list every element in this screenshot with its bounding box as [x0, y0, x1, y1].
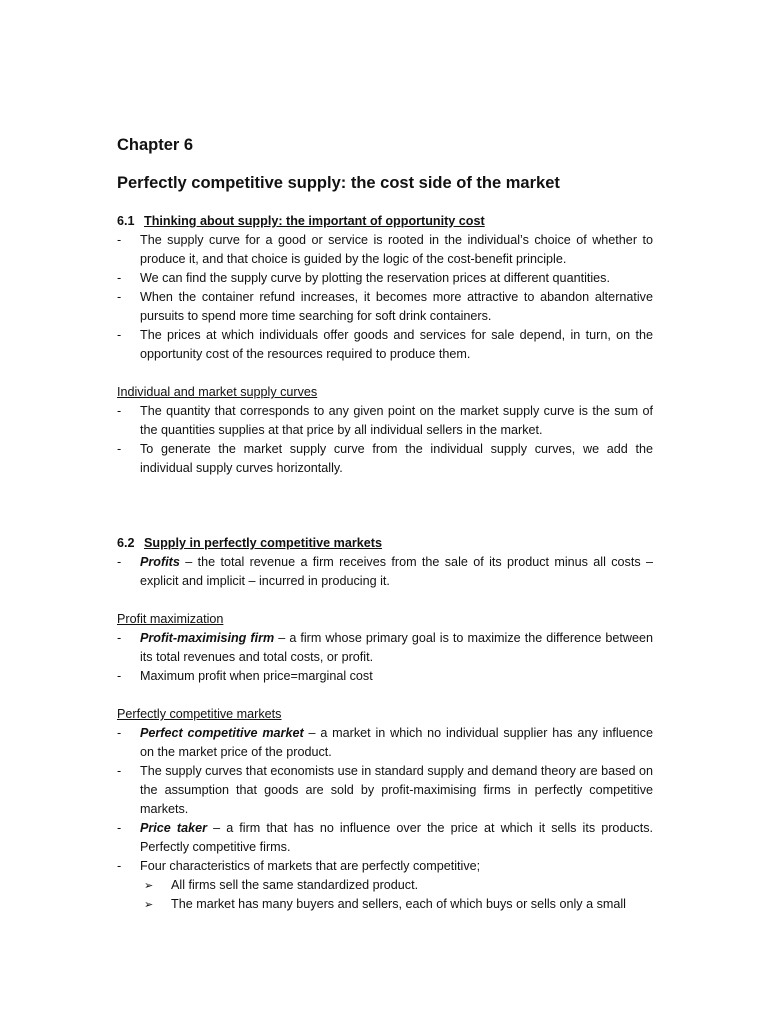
bullet-dash: -	[117, 726, 122, 740]
arrow-bullet-icon: ➢	[144, 898, 154, 911]
page-content	[117, 134, 653, 914]
characteristics-list	[117, 876, 653, 914]
list-item	[140, 895, 653, 914]
list-item	[140, 876, 653, 895]
definition-text: – a firm whose primary goal is to maximize the difference between its total revenues and total costs, or profit.	[140, 631, 654, 664]
list-item-text: The supply curve for a good or service is rooted in the individual’s choice of whether to produce it, and that choice is guided by the logic of the cost-benefit principle.	[140, 233, 653, 266]
list-item	[117, 288, 653, 326]
list-item-text: The quantity that corresponds to any given point on the market supply curve is the sum of the quantities supplies at that price by all individual sellers in the market.	[140, 404, 653, 437]
definition-text: – the total revenue a firm receives from the sale of its product minus all costs – explicit and implicit – incurred in producing it.	[140, 555, 653, 588]
term-price-taker: Price taker	[140, 821, 208, 835]
bullet-dash: -	[117, 442, 122, 456]
subsection-heading-profit-max: Profit maximization	[117, 612, 224, 626]
list-item	[117, 629, 653, 667]
bullet-dash: -	[117, 555, 122, 569]
perfect-markets-list	[117, 724, 653, 876]
list-item	[117, 667, 653, 686]
list-item-text: To generate the market supply curve from the individual supply curves, we add the individual supply curves horizontally.	[140, 442, 653, 475]
profit-max-list	[117, 629, 653, 686]
section-title: Thinking about supply: the important of opportunity cost	[144, 214, 485, 228]
arrow-bullet-icon: ➢	[144, 879, 154, 892]
bullet-dash: -	[117, 631, 122, 645]
list-item-text: The supply curves that economists use in standard supply and demand theory are based on the assumption that goods are sold by profit-maximising firms in perfectly competitive markets.	[140, 764, 653, 816]
section-6-1-heading	[117, 212, 653, 231]
section-number: 6.2	[117, 536, 135, 550]
list-item-text: The prices at which individuals offer goods and services for sale depend, in turn, on the opportunity cost of the resources required to produce them.	[140, 328, 653, 361]
section-6-2-list	[117, 553, 653, 591]
bullet-dash: -	[117, 290, 122, 304]
list-item-text: Four characteristics of markets that are perfectly competitive;	[140, 859, 481, 873]
term-profits: Profits	[140, 555, 180, 569]
list-item-text: All firms sell the same standardized product.	[171, 878, 419, 892]
bullet-dash: -	[117, 233, 122, 247]
list-item	[117, 326, 653, 364]
term-profit-maximising-firm: Profit-maximising firm	[140, 631, 275, 645]
subsection-heading-perfect-markets: Perfectly competitive markets	[117, 707, 282, 721]
bullet-dash: -	[117, 859, 122, 873]
list-item	[117, 269, 653, 288]
definition-text: – a market in which no individual supplier has any influence on the market price of the product.	[140, 726, 653, 759]
bullet-dash: -	[117, 404, 122, 418]
section-6-1-list	[117, 231, 653, 364]
list-item	[117, 553, 653, 591]
list-item	[117, 762, 653, 819]
section-number: 6.1	[117, 214, 135, 228]
spacer	[117, 478, 653, 516]
supply-curves-list	[117, 402, 653, 478]
list-item-text: Maximum profit when price=marginal cost	[140, 669, 373, 683]
bullet-dash: -	[117, 764, 122, 778]
list-item	[117, 857, 653, 876]
subsection-heading-supply-curves: Individual and market supply curves	[117, 385, 318, 399]
chapter-heading: Chapter 6	[117, 136, 194, 154]
term-perfect-competitive-market: Perfect competitive market	[140, 726, 304, 740]
bullet-dash: -	[117, 328, 122, 342]
list-item	[117, 440, 653, 478]
chapter-title: Perfectly competitive supply: the cost side of the market	[117, 174, 560, 192]
list-item	[117, 724, 653, 762]
list-item-text: We can find the supply curve by plotting the reservation prices at different quantities.	[140, 271, 610, 285]
list-item	[117, 231, 653, 269]
list-item	[117, 402, 653, 440]
section-title: Supply in perfectly competitive markets	[144, 536, 382, 550]
bullet-dash: -	[117, 821, 122, 835]
definition-text: – a firm that has no influence over the price at which it sells its products. Perfectly competitive firms.	[140, 821, 654, 854]
list-item-text: When the container refund increases, it becomes more attractive to abandon alternative pursuits to spend more time searching for soft drink containers.	[140, 290, 653, 323]
list-item	[117, 819, 653, 857]
bullet-dash: -	[117, 669, 122, 683]
list-item-text: The market has many buyers and sellers, each of which buys or sells only a small	[171, 897, 626, 911]
bullet-dash: -	[117, 271, 122, 285]
section-6-2-heading	[117, 534, 653, 553]
